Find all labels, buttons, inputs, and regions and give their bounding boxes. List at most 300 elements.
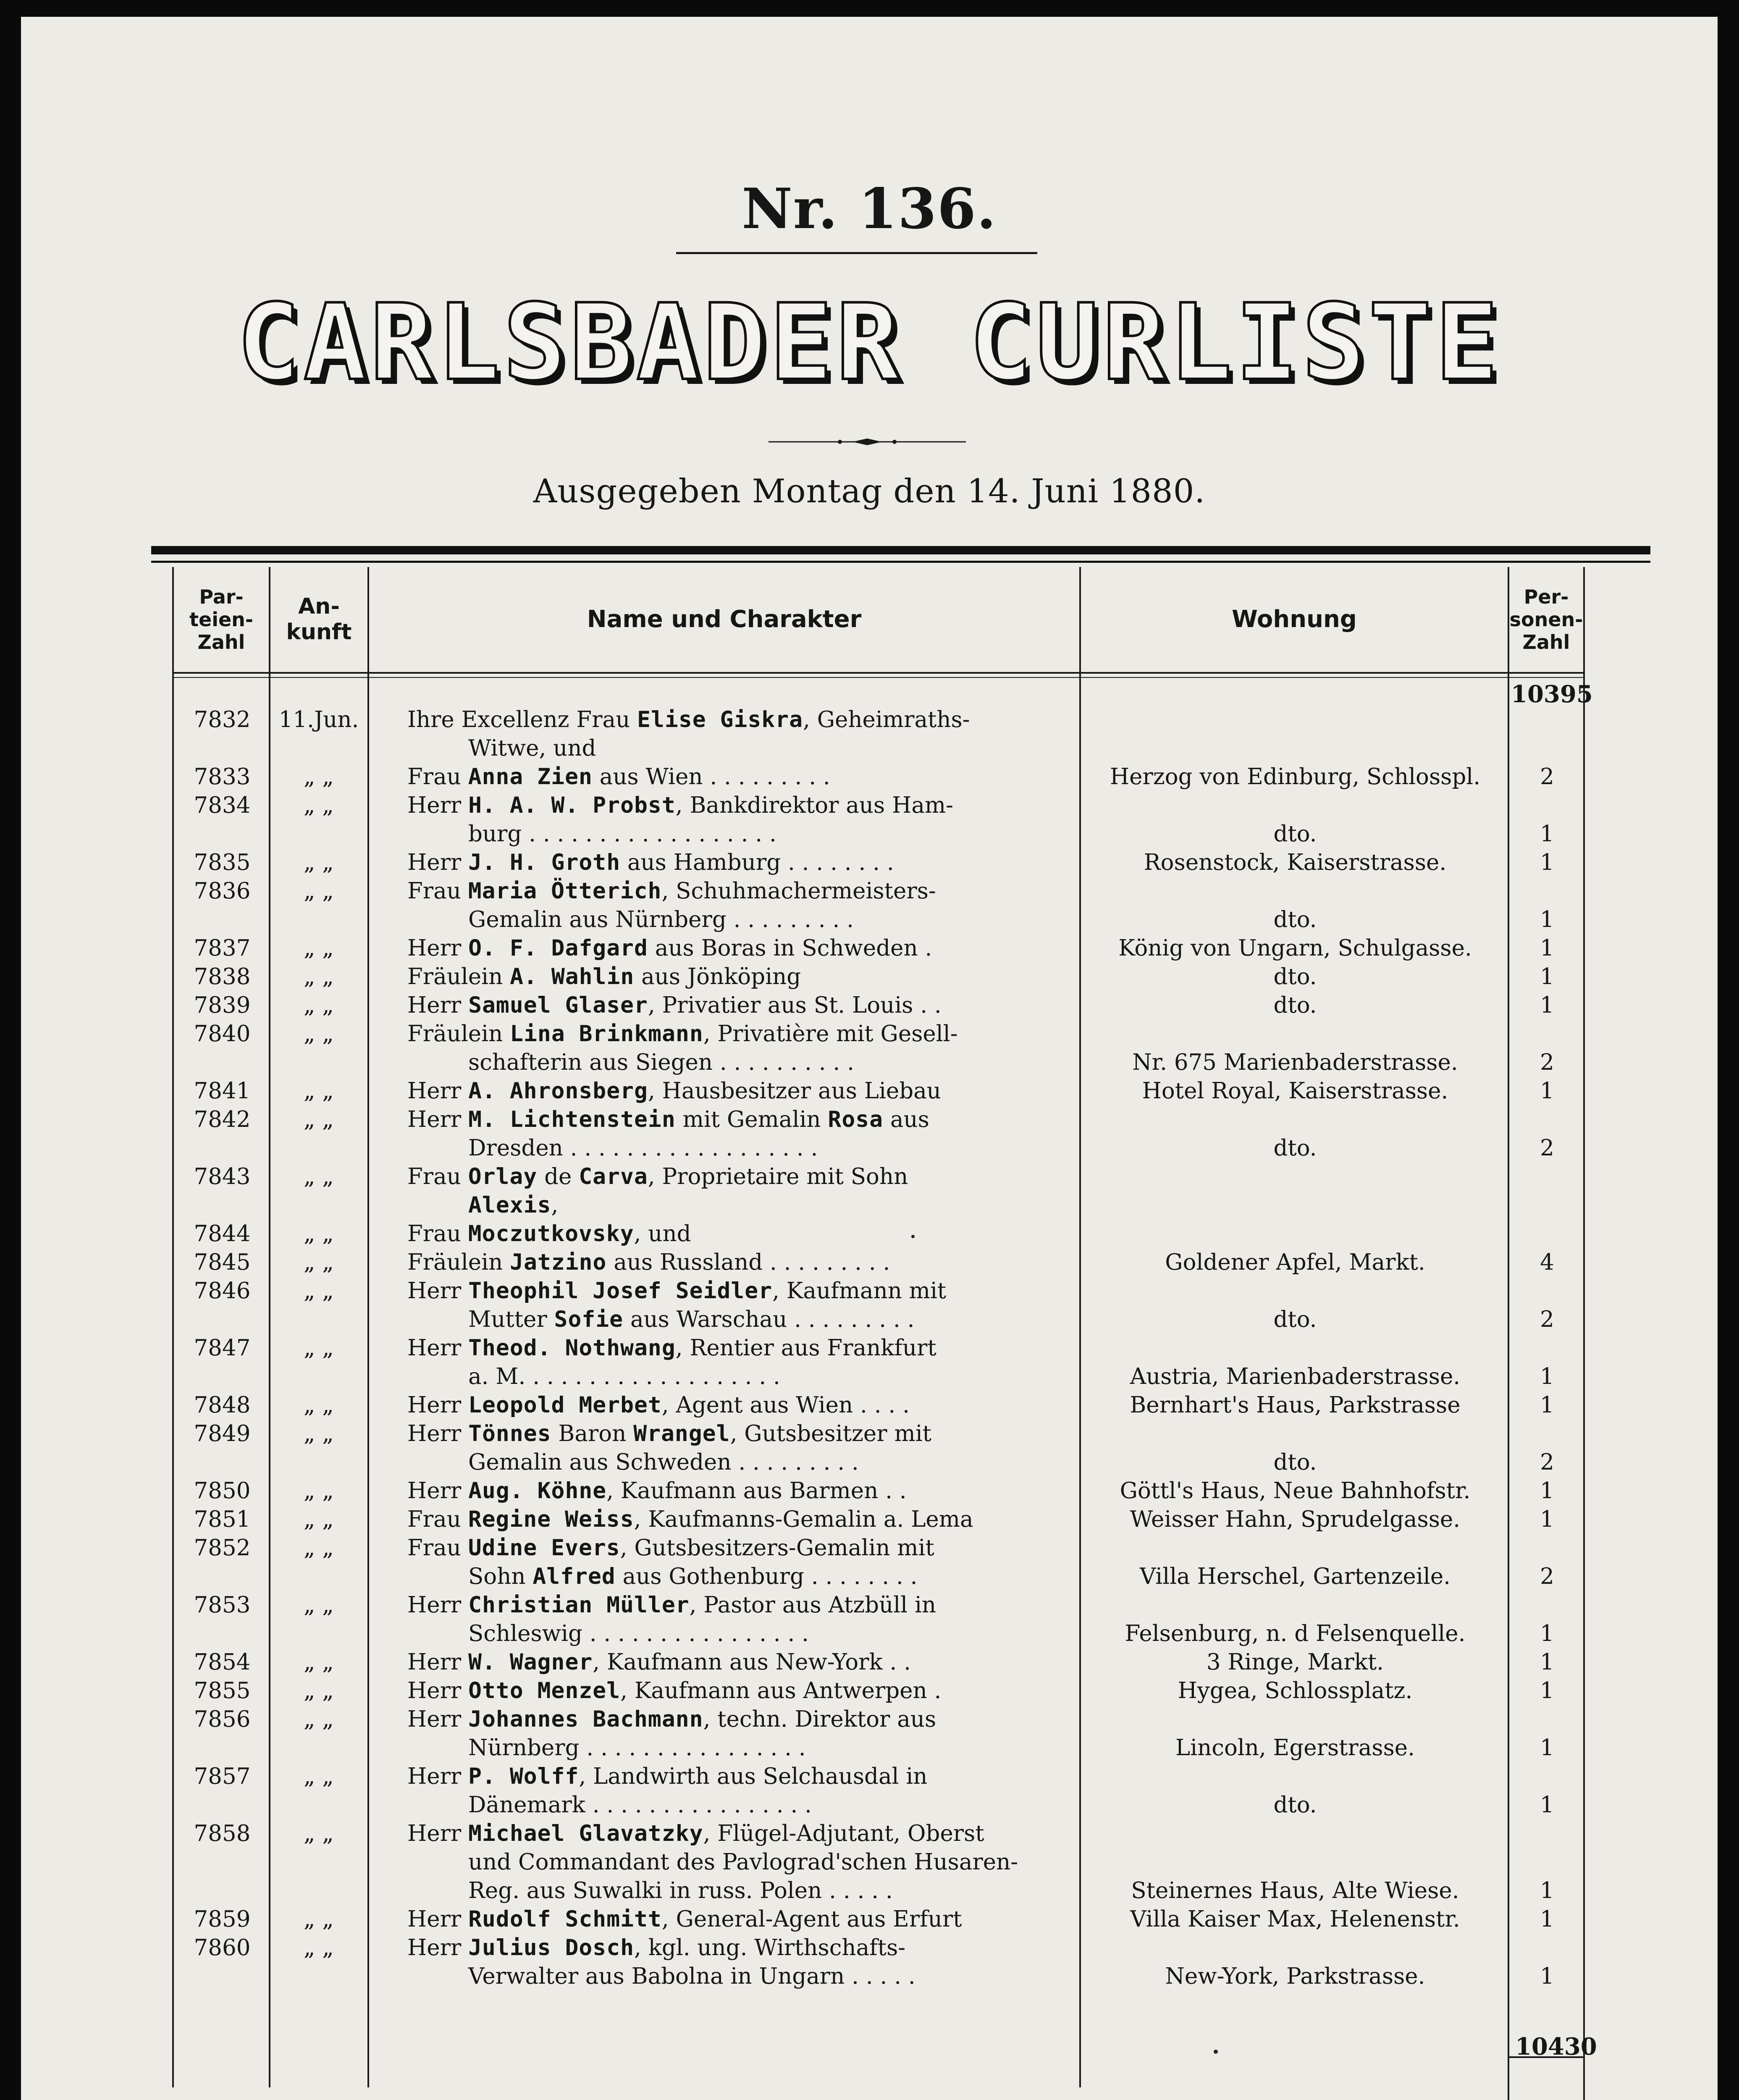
guest-description: , Agent aus Wien . . . .	[661, 1392, 910, 1418]
arrival-date: „ „	[304, 1592, 334, 1618]
persons-count: 1	[1540, 992, 1554, 1018]
arrival-date: „ „	[304, 878, 334, 904]
persons-count: 1	[1540, 1906, 1554, 1932]
header-personen-zahl: Per- sonen- Zahl	[1509, 585, 1583, 654]
persons-count: 1	[1540, 1364, 1554, 1389]
persons-count: 2	[1540, 764, 1554, 790]
guest-name-entry	[407, 1934, 1079, 1991]
guest-description: aus Jönköping	[634, 964, 801, 990]
guest-description: Mutter	[468, 1307, 554, 1332]
guest-description: Frau	[407, 1507, 468, 1532]
party-number: 7846	[194, 1278, 251, 1304]
persons-count: 2	[1540, 1449, 1554, 1475]
lodging: Nr. 675 Marienbaderstrasse.	[1132, 1050, 1458, 1075]
guest-description: , Privatier aus St. Louis . .	[648, 992, 942, 1018]
guest-description: Fräulein	[407, 1021, 510, 1047]
guest-name: Leopold Merbet	[468, 1392, 662, 1418]
guest-description: Frau	[407, 1535, 468, 1561]
guest-name: Lina Brinkmann	[510, 1021, 703, 1047]
arrival-date: „ „	[304, 1421, 334, 1446]
party-number: 7832	[194, 707, 251, 732]
party-number: 7836	[194, 878, 251, 904]
guest-name: Johannes Bachmann	[468, 1706, 703, 1732]
lodging: Rosenstock, Kaiserstrasse.	[1144, 850, 1447, 875]
party-number: 7843	[194, 1164, 251, 1189]
persons-count: 1	[1540, 1078, 1554, 1104]
name-line	[407, 1677, 1079, 1705]
name-line	[407, 1848, 1079, 1877]
guest-description: Herr	[407, 992, 469, 1018]
lodging: dto.	[1273, 1307, 1317, 1332]
guest-description: Herr	[407, 1392, 469, 1418]
party-number: 7859	[194, 1906, 251, 1932]
persons-count: 4	[1540, 1250, 1554, 1275]
guest-description: Sohn	[468, 1564, 533, 1589]
guest-name: Elise Giskra	[637, 707, 803, 732]
name-line	[407, 1105, 1079, 1134]
guest-description: Herr	[407, 1649, 469, 1675]
name-line	[407, 1934, 1079, 1962]
name-line	[407, 1305, 1079, 1334]
carry-over-total: 10395	[1511, 680, 1593, 708]
guest-name-entry	[407, 1077, 1079, 1105]
party-number: 7860	[194, 1935, 251, 1961]
guest-name: Julius Dosch	[468, 1935, 635, 1961]
name-line	[407, 820, 1079, 848]
arrival-date: „ „	[304, 992, 334, 1018]
persons-count: 1	[1540, 1392, 1554, 1418]
guest-name-entry	[407, 1391, 1079, 1420]
name-line	[407, 1448, 1079, 1477]
party-number: 7834	[194, 793, 251, 818]
party-number: 7833	[194, 764, 251, 790]
lodging: Bernhart's Haus, Parkstrasse	[1130, 1392, 1461, 1418]
guest-name: M. Lichtenstein	[468, 1107, 676, 1132]
guest-description: Herr	[407, 1278, 469, 1304]
party-number: 7852	[194, 1535, 251, 1561]
arrival-date: „ „	[304, 1478, 334, 1504]
guest-description: Herr	[407, 1335, 469, 1361]
name-line	[407, 1191, 1079, 1220]
party-number: 7851	[194, 1507, 251, 1532]
persons-count: 1	[1540, 821, 1554, 847]
lodging: Felsenburg, n. d Felsenquelle.	[1125, 1621, 1466, 1646]
guest-description: , Kaufmann mit	[772, 1278, 947, 1304]
guest-description: und Commandant des Pavlograd'schen Husaren-	[468, 1849, 1018, 1875]
arrival-date: „ „	[304, 1535, 334, 1561]
guest-name: Tönnes	[468, 1421, 551, 1446]
guest-name-entry	[407, 1591, 1079, 1648]
persons-count: 1	[1540, 1621, 1554, 1646]
guest-name: Christian Müller	[468, 1592, 690, 1618]
guest-description: Herr	[407, 1078, 469, 1104]
party-number: 7841	[194, 1078, 251, 1104]
party-number: 7840	[194, 1021, 251, 1047]
guest-description: Verwalter aus Babolna in Ungarn . . . . .	[468, 1964, 915, 1989]
print-speck	[911, 1235, 915, 1238]
arrival-date: „ „	[304, 1107, 334, 1132]
arrival-date: „ „	[304, 1392, 334, 1418]
guest-description: , Gutsbesitzers-Gemalin mit	[620, 1535, 934, 1561]
guest-description: Witwe, und	[468, 735, 596, 761]
guest-name-entry	[407, 848, 1079, 877]
guest-name: J. H. Groth	[468, 850, 621, 875]
lodging: Hygea, Schlossplatz.	[1178, 1678, 1413, 1704]
arrival-date: „ „	[304, 1250, 334, 1275]
name-line	[407, 1334, 1079, 1362]
lodging: New-York, Parkstrasse.	[1165, 1964, 1425, 1989]
arrival-date: „ „	[304, 850, 334, 875]
guest-name: Aug. Köhne	[468, 1478, 607, 1504]
party-number: 7850	[194, 1478, 251, 1504]
name-line	[407, 1534, 1079, 1562]
guest-description: , Pastor aus Atzbüll in	[689, 1592, 936, 1618]
arrival-date: „ „	[304, 1935, 334, 1961]
persons-count: 2	[1540, 1564, 1554, 1589]
name-line	[407, 1277, 1079, 1305]
lodging: Goldener Apfel, Markt.	[1165, 1250, 1425, 1275]
name-line	[407, 1505, 1079, 1534]
guest-name-entry	[407, 1277, 1079, 1334]
arrival-date: „ „	[304, 964, 334, 990]
lodging: Herzog von Edinburg, Schlosspl.	[1109, 764, 1481, 790]
lodging: Hotel Royal, Kaiserstrasse.	[1142, 1078, 1448, 1104]
arrival-date: „ „	[304, 1164, 334, 1189]
guest-description: Herr	[407, 1678, 469, 1704]
name-line	[407, 1391, 1079, 1420]
guest-name: Udine Evers	[468, 1535, 620, 1561]
guest-name-entry	[407, 1534, 1079, 1591]
guest-name-entry	[407, 1648, 1079, 1677]
guest-name-entry	[407, 1819, 1079, 1905]
party-number: 7854	[194, 1649, 251, 1675]
guest-description: , Kaufmann aus New-York . .	[593, 1649, 911, 1675]
arrival-date: „ „	[304, 1906, 334, 1932]
guest-name-entry	[407, 1105, 1079, 1163]
name-line	[407, 1420, 1079, 1448]
name-line	[407, 1762, 1079, 1791]
guest-name-entry	[407, 963, 1079, 991]
party-number: 7849	[194, 1421, 251, 1446]
masthead-title: CARLSBADER CURLISTE	[237, 281, 1502, 404]
arrival-date: „ „	[304, 793, 334, 818]
guest-name: Alexis	[468, 1192, 551, 1218]
name-line	[407, 1705, 1079, 1734]
guest-name-entry	[407, 1905, 1079, 1934]
party-number: 7842	[194, 1107, 251, 1132]
guest-name-entry	[407, 1477, 1079, 1505]
guest-description: , Geheimraths-	[803, 707, 970, 732]
guest-description: Dänemark . . . . . . . . . . . . . . . .	[468, 1792, 812, 1818]
guest-description: Reg. aus Suwalki in russ. Polen . . . . .	[468, 1878, 893, 1903]
name-line	[407, 1020, 1079, 1048]
header-wohnung: Wohnung	[1232, 605, 1357, 633]
name-line	[407, 1362, 1079, 1391]
guest-description: , Hausbesitzer aus Liebau	[648, 1078, 941, 1104]
name-line	[407, 1220, 1079, 1248]
lodging: Weisser Hahn, Sprudelgasse.	[1130, 1507, 1461, 1532]
guest-description: , Kaufmann aus Antwerpen .	[620, 1678, 942, 1704]
party-number: 7856	[194, 1706, 251, 1732]
guest-description: , Schuhmachermeisters-	[661, 878, 936, 904]
lodging: dto.	[1273, 821, 1317, 847]
guest-description: aus Wien . . . . . . . . .	[592, 764, 830, 790]
guest-name-entry	[407, 991, 1079, 1020]
persons-count: 1	[1540, 1878, 1554, 1903]
guest-description: de	[537, 1164, 579, 1189]
name-line	[407, 1620, 1079, 1648]
lodging: König von Ungarn, Schulgasse.	[1118, 935, 1472, 961]
arrival-date: „ „	[304, 1678, 334, 1704]
guest-description: Herr	[407, 1706, 469, 1732]
name-line	[407, 1734, 1079, 1762]
guest-name-entry	[407, 1248, 1079, 1277]
arrival-date: „ „	[304, 1507, 334, 1532]
party-number: 7835	[194, 850, 251, 875]
arrival-date: „ „	[304, 1335, 334, 1361]
guest-name: A. Ahronsberg	[468, 1078, 648, 1104]
name-line	[407, 706, 1079, 734]
guest-description: aus	[883, 1107, 929, 1132]
issue-number: Nr. 136.	[742, 176, 997, 242]
guest-description: Nürnberg . . . . . . . . . . . . . . . .	[468, 1735, 806, 1761]
lodging: dto.	[1273, 1135, 1317, 1161]
guest-description: Schleswig . . . . . . . . . . . . . . . .	[468, 1621, 809, 1646]
persons-count: 1	[1540, 1964, 1554, 1989]
guest-description: Herr	[407, 1764, 469, 1789]
persons-count: 1	[1540, 1792, 1554, 1818]
guest-name-entry	[407, 763, 1079, 791]
header-name-und-charakter: Name und Charakter	[587, 605, 862, 633]
persons-count: 1	[1540, 935, 1554, 961]
persons-count: 1	[1540, 964, 1554, 990]
lodging: 3 Ringe, Markt.	[1206, 1649, 1384, 1675]
guest-description: a. M. . . . . . . . . . . . . . . . . . .	[468, 1364, 780, 1389]
guest-description: Herr	[407, 850, 469, 875]
arrival-date: „ „	[304, 1078, 334, 1104]
guest-name: Wrangel	[633, 1421, 730, 1446]
guest-description: Fräulein	[407, 1250, 510, 1275]
guest-name: Jatzino	[510, 1250, 607, 1275]
party-number: 7845	[194, 1250, 251, 1275]
guest-name: Sofie	[554, 1307, 624, 1332]
name-line	[407, 1562, 1079, 1591]
guest-name-entry	[407, 1677, 1079, 1705]
name-line	[407, 963, 1079, 991]
name-line	[407, 1905, 1079, 1934]
guest-description: mit Gemalin	[675, 1107, 828, 1132]
print-speck	[1214, 2050, 1218, 2054]
name-line	[407, 1791, 1079, 1819]
guest-description: , Privatière mit Gesell-	[703, 1021, 958, 1047]
lodging: dto.	[1273, 964, 1317, 990]
persons-count: 2	[1540, 1135, 1554, 1161]
party-number: 7847	[194, 1335, 251, 1361]
name-line	[407, 1163, 1079, 1191]
guest-name: Rosa	[828, 1107, 884, 1132]
guest-name: Theophil Josef Seidler	[468, 1278, 773, 1304]
name-line	[407, 1648, 1079, 1677]
guest-name: Carva	[579, 1164, 648, 1189]
newspaper-page	[21, 17, 1718, 2100]
guest-description: , techn. Direktor aus	[703, 1706, 936, 1732]
name-line	[407, 991, 1079, 1020]
persons-count: 1	[1540, 1735, 1554, 1761]
guest-description: , Kaufmann aus Barmen . .	[606, 1478, 907, 1504]
persons-count: 1	[1540, 1678, 1554, 1704]
guest-name: Regine Weiss	[468, 1507, 634, 1532]
guest-description: , Flügel-Adjutant, Oberst	[703, 1821, 984, 1846]
arrival-date: „ „	[304, 1649, 334, 1675]
guest-description: aus Russland . . . . . . . . .	[606, 1250, 890, 1275]
guest-description: , Rentier aus Frankfurt	[675, 1335, 936, 1361]
guest-description: Herr	[407, 1421, 469, 1446]
party-number: 7855	[194, 1678, 251, 1704]
arrival-date: „ „	[304, 1764, 334, 1789]
issue-date: Ausgegeben Montag den 14. Juni 1880.	[533, 472, 1206, 510]
arrival-date: „ „	[304, 764, 334, 790]
end-total: 10430	[1515, 2033, 1597, 2061]
party-number: 7838	[194, 964, 251, 990]
name-line	[407, 1962, 1079, 1991]
name-line	[407, 1477, 1079, 1505]
guest-name-entry	[407, 934, 1079, 963]
guest-description: schafterin aus Siegen . . . . . . . . . .	[468, 1050, 854, 1075]
persons-count: 1	[1540, 1507, 1554, 1532]
guest-description: Frau	[407, 1221, 468, 1247]
guest-description: Herr	[407, 1821, 469, 1846]
guest-list-table	[21, 17, 1718, 2100]
header-ankunft: An- kunft	[286, 593, 352, 645]
guest-description: , General-Agent aus Erfurt	[661, 1906, 962, 1932]
name-line	[407, 877, 1079, 906]
guest-name-entry	[407, 706, 1079, 763]
lodging: Villa Herschel, Gartenzeile.	[1139, 1564, 1451, 1589]
lodging: dto.	[1273, 1792, 1317, 1818]
name-line	[407, 1819, 1079, 1848]
party-number: 7837	[194, 935, 251, 961]
party-number: 7853	[194, 1592, 251, 1618]
name-line	[407, 791, 1079, 820]
party-number: 7844	[194, 1221, 251, 1247]
guest-name-entry	[407, 1334, 1079, 1391]
arrival-date: „ „	[304, 1221, 334, 1247]
guest-name: Anna Zien	[468, 764, 593, 790]
name-line	[407, 1591, 1079, 1620]
guest-name: Moczutkovsky	[468, 1221, 634, 1247]
arrival-date: „ „	[304, 1821, 334, 1846]
guest-name: Alfred	[532, 1564, 616, 1589]
guest-name: Theod. Nothwang	[468, 1335, 676, 1361]
persons-count: 2	[1540, 1307, 1554, 1332]
party-number: 7858	[194, 1821, 251, 1846]
guest-description: Herr	[407, 1906, 469, 1932]
guest-description: Gemalin aus Schweden . . . . . . . . .	[468, 1449, 859, 1475]
guest-name-entry	[407, 877, 1079, 934]
persons-count: 1	[1540, 850, 1554, 875]
persons-count: 1	[1540, 907, 1554, 932]
lodging: Göttl's Haus, Neue Bahnhofstr.	[1120, 1478, 1471, 1504]
guest-name: W. Wagner	[468, 1649, 593, 1675]
guest-description: , und	[634, 1221, 691, 1247]
guest-description: burg . . . . . . . . . . . . . . . . . .	[468, 821, 776, 847]
persons-count: 2	[1540, 1050, 1554, 1075]
guest-description: Herr	[407, 1935, 469, 1961]
name-line	[407, 1877, 1079, 1905]
arrival-date: 11.Jun.	[278, 707, 359, 732]
guest-name-entry	[407, 1220, 1079, 1248]
guest-description: aus Warschau . . . . . . . . .	[623, 1307, 915, 1332]
guest-name: Rudolf Schmitt	[468, 1906, 662, 1932]
guest-description: Herr	[407, 793, 469, 818]
guest-name-entry	[407, 1420, 1079, 1477]
name-line	[407, 734, 1079, 763]
guest-name-entry	[407, 1163, 1079, 1220]
lodging: Steinernes Haus, Alte Wiese.	[1131, 1878, 1459, 1903]
guest-name: O. F. Dafgard	[468, 935, 648, 961]
party-number: 7857	[194, 1764, 251, 1789]
guest-name-entry	[407, 1020, 1079, 1077]
guest-description: , Proprietaire mit Sohn	[648, 1164, 908, 1189]
guest-description: , Landwirth aus Selchausdal in	[579, 1764, 928, 1789]
guest-name: A. Wahlin	[510, 964, 635, 990]
name-line	[407, 1077, 1079, 1105]
guest-description: aus Boras in Schweden .	[648, 935, 932, 961]
guest-description: Frau	[407, 764, 468, 790]
name-line	[407, 848, 1079, 877]
lodging: Villa Kaiser Max, Helenenstr.	[1130, 1906, 1460, 1932]
party-number: 7839	[194, 992, 251, 1018]
guest-description: Herr	[407, 935, 469, 961]
guest-name: Samuel Glaser	[468, 992, 648, 1018]
guest-name: Orlay	[468, 1164, 538, 1189]
name-line	[407, 934, 1079, 963]
name-line	[407, 1248, 1079, 1277]
guest-description: aus Hamburg . . . . . . . .	[620, 850, 894, 875]
guest-name-entry	[407, 1505, 1079, 1534]
guest-description: Baron	[551, 1421, 634, 1446]
arrival-date: „ „	[304, 1706, 334, 1732]
header-partei-zahl: Par- teien- Zahl	[189, 585, 253, 654]
lodging: dto.	[1273, 1449, 1317, 1475]
guest-description: Herr	[407, 1107, 469, 1132]
guest-name-entry	[407, 1705, 1079, 1762]
persons-count: 1	[1540, 1649, 1554, 1675]
guest-name-entry	[407, 1762, 1079, 1819]
guest-description: Fräulein	[407, 964, 510, 990]
lodging: dto.	[1273, 992, 1317, 1018]
guest-name: Otto Menzel	[468, 1678, 621, 1704]
guest-name: Michael Glavatzky	[468, 1821, 703, 1846]
guest-description: , kgl. ung. Wirthschafts-	[634, 1935, 906, 1961]
party-number: 7848	[194, 1392, 251, 1418]
arrival-date: „ „	[304, 1278, 334, 1304]
guest-description: , Kaufmanns-Gemalin a. Lema	[634, 1507, 973, 1532]
guest-description: ,	[551, 1192, 559, 1218]
guest-description: Frau	[407, 1164, 468, 1189]
lodging: Austria, Marienbaderstrasse.	[1130, 1364, 1461, 1389]
guest-name-entry	[407, 791, 1079, 848]
guest-description: aus Gothenburg . . . . . . . .	[615, 1564, 918, 1589]
guest-name: H. A. W. Probst	[468, 793, 676, 818]
guest-name: P. Wolff	[468, 1764, 579, 1789]
guest-description: Ihre Excellenz Frau	[407, 707, 637, 732]
persons-count: 1	[1540, 1478, 1554, 1504]
name-line	[407, 763, 1079, 791]
guest-description: Gemalin aus Nürnberg . . . . . . . . .	[468, 907, 854, 932]
name-line	[407, 1048, 1079, 1077]
lodging: Lincoln, Egerstrasse.	[1175, 1735, 1415, 1761]
